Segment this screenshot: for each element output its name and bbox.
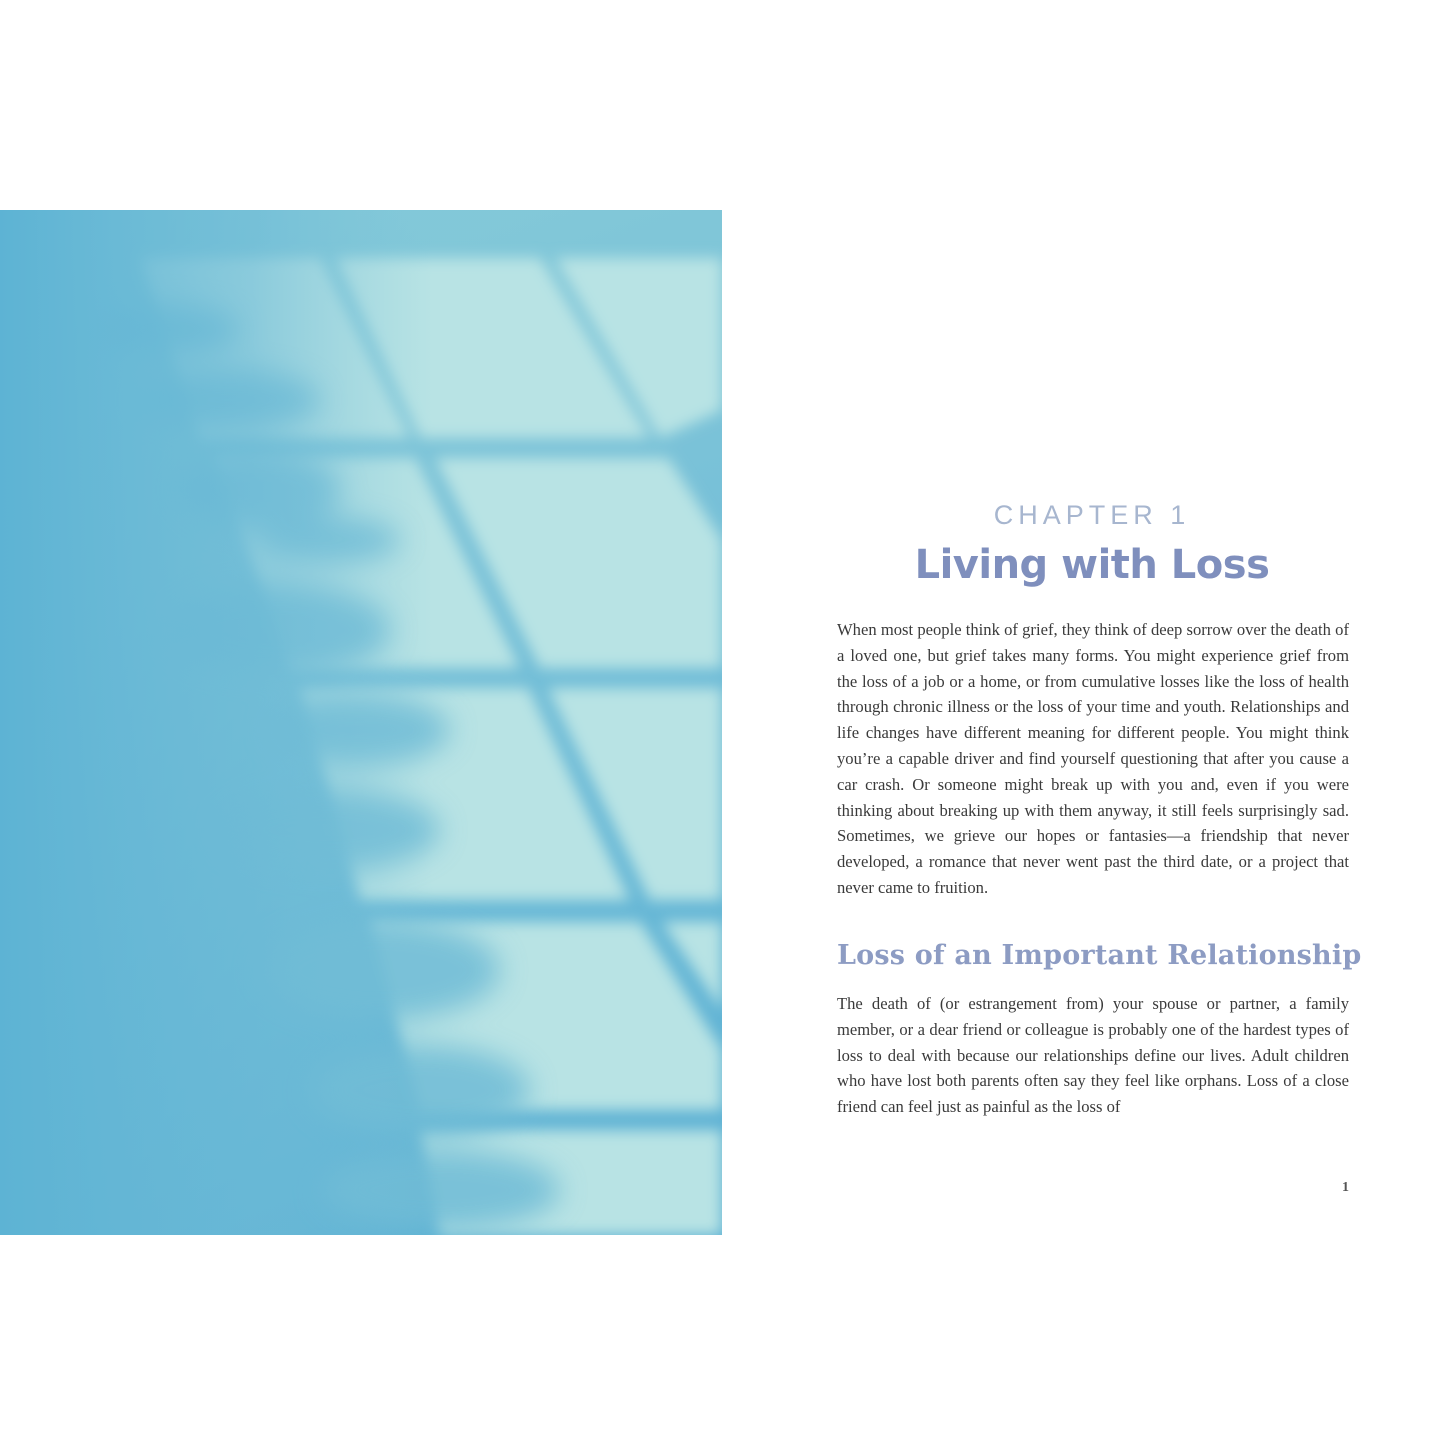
chapter-label: CHAPTER 1 (993, 500, 1191, 530)
window-light-shadow-photo-icon (0, 210, 722, 1235)
page-number: 1 (1342, 1180, 1349, 1195)
window-shadow-photo (0, 210, 722, 1235)
body-paragraph: The death of (or estrangement from) your spouse or partner, a family member, or a dear friend or colleague is probably one of the hardest types of loss to deal with because our relationships define our lives. Adult children who have lost both parents often say they feel like orphans. Loss of a close friend can feel just as painful as the loss of (837, 994, 1349, 1117)
body-paragraph: When most people think of grief, they think of deep sorrow over the death of a loved one, but grief takes many forms. You might experience grief from the loss of a job or a home, or from cumulative losses like the loss of health through chronic illness or the loss of your time and youth. Relationships and life changes have different meaning for different people. You might think you’re a capable driver and find yourself questioning that after you cause a car crash. Or someone might break up with you and, even if you were thinking about breaking up with them anyway, it still feels surprisingly sad. Sometimes, we grieve our hopes or fantasies—a friendship that never developed, a romance that never went past the third date, or a project that never came to fruition. (837, 620, 1349, 897)
chapter-title: Living with Loss (914, 542, 1270, 588)
text-page (722, 210, 1445, 1235)
section-heading: Loss of an Important Relationship (837, 940, 1362, 971)
